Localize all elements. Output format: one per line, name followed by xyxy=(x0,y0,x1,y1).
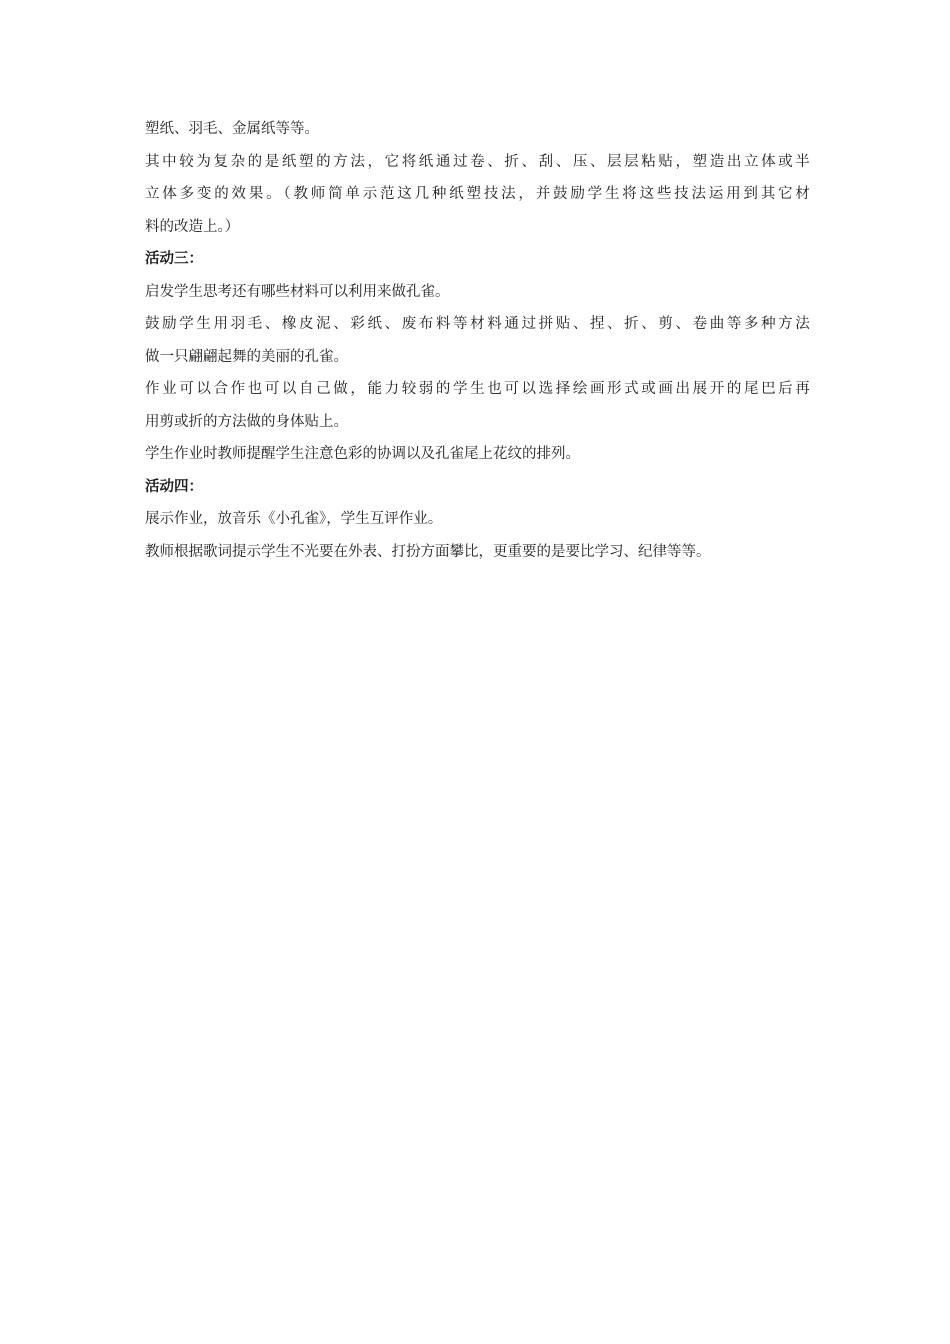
paragraph-line: 学生作业时教师提醒学生注意色彩的协调以及孔雀尾上花纹的排列。 xyxy=(145,446,580,462)
paragraph-line: 做一只翩翩起舞的美丽的孔雀。 xyxy=(145,348,348,365)
document-body xyxy=(145,113,810,568)
paragraph-line: 塑纸、羽毛、金属纸等等。 xyxy=(145,121,319,137)
paragraph-line: 教师根据歌词提示学生不光要在外表、打扮方面攀比，更重要的是要比学习、纪律等等。 xyxy=(145,543,711,560)
paragraph-line: 作业可以合作也可以自己做，能力较弱的学生也可以选择绘画形式或画出展开的尾巴后再 xyxy=(145,381,810,397)
paragraph-line: 鼓励学生用羽毛、橡皮泥、彩纸、废布料等材料通过拼贴、捏、折、剪、卷曲等多种方法 xyxy=(145,316,810,332)
paragraph-line: 其中较为复杂的是纸塑的方法，它将纸通过卷、折、刮、压、层层粘贴，塑造出立体或半 xyxy=(145,153,810,170)
paragraph-line: 展示作业，放音乐《小孔雀》，学生互评作业。 xyxy=(145,511,443,527)
paragraph-line: 用剪或折的方法做的身体贴上。 xyxy=(145,413,348,430)
paragraph-line: 启发学生思考还有哪些材料可以利用来做孔雀。 xyxy=(145,283,450,300)
section-heading-activity-4: 活动四： xyxy=(145,478,203,495)
paragraph-line: 立体多变的效果。（教师简单示范这几种纸塑技法，并鼓励学生将这些技法运用到其它材 xyxy=(145,186,810,202)
paragraph-line: 料的改造上。） xyxy=(145,218,240,235)
section-heading-activity-3: 活动三： xyxy=(145,251,203,267)
